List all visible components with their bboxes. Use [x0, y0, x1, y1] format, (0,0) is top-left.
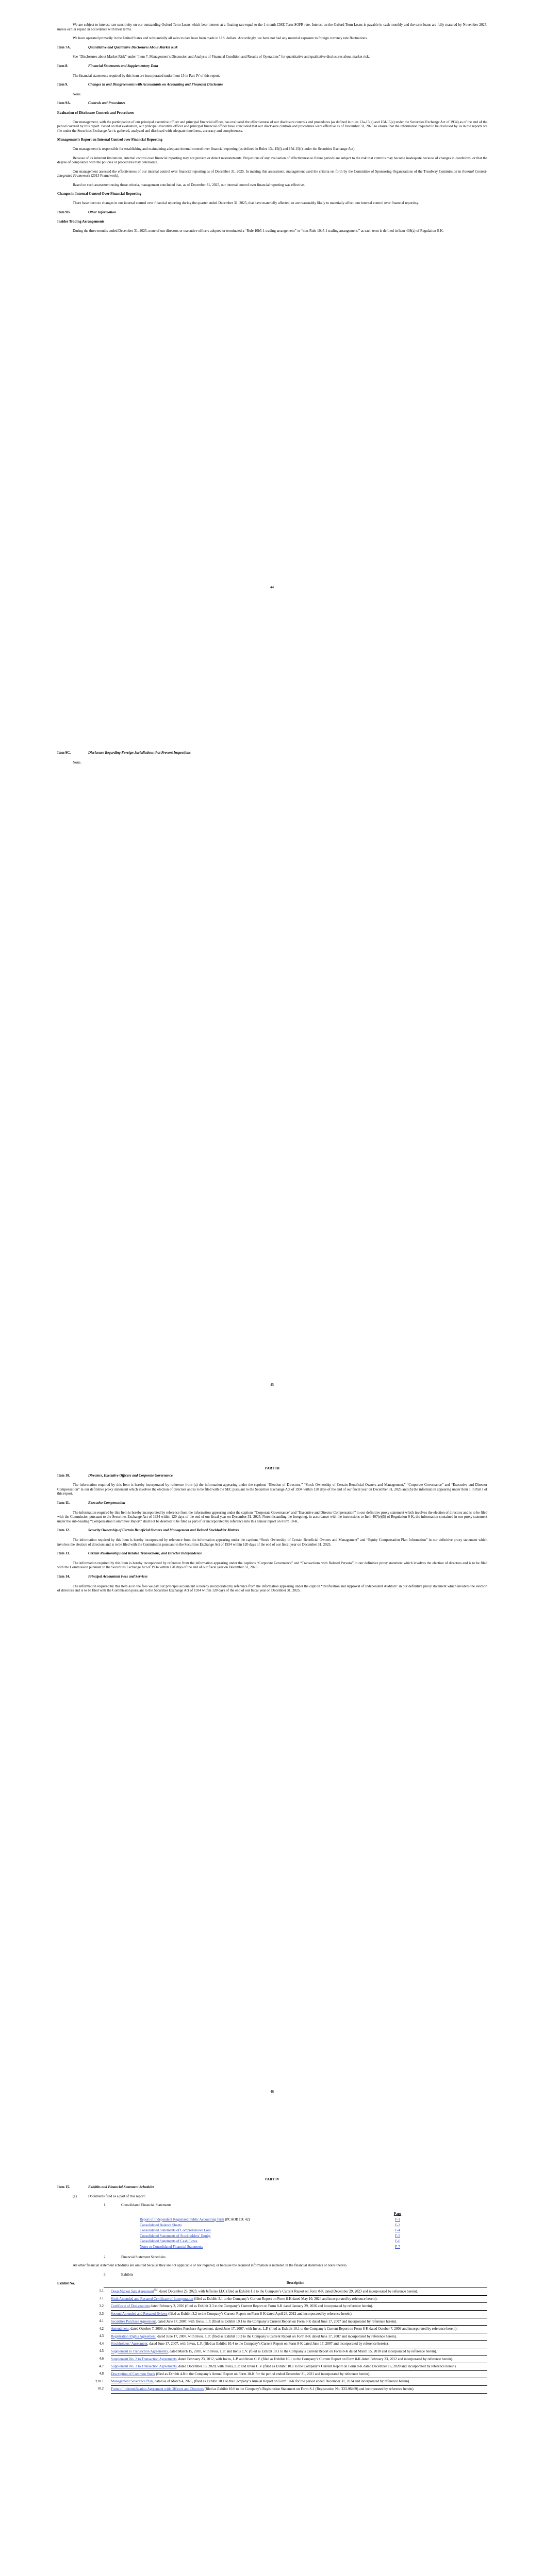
exhibit-description — [111, 2378, 487, 2386]
exhibit-number: 4.7 — [99, 2364, 104, 2368]
item-12-heading: Item 12. Security Ownership of Certain Beneficial Owners and Management and Related Stockholder Matters — [57, 1528, 239, 1533]
exhibit-detail: , dated October 7, 2009, to Securities Purchase Agreement, dated June 17, 2007, with Invus, L.P. (filed as Exhibit 10.1 to the Company’s Current Report on Form 8-K dated October 7, 2009 and incorporated by reference herein). — [128, 2327, 458, 2331]
table-row — [140, 2228, 408, 2233]
exhibit-link[interactable]: Certificate of Designations — [111, 2304, 150, 2309]
table-row — [140, 2233, 408, 2239]
exhibit-detail: , dated December 29, 2023, with Jefferies LLC (filed as Exhibit 1.1 to the Company’s Current Report on Form 8-K dated December 29, 2023 and incorporated by reference herein). — [157, 2289, 418, 2294]
item-8-heading: Item 8. Financial Statements and Supplementary Data — [57, 63, 158, 68]
exhibit-link[interactable]: Registration Rights Agreement — [111, 2334, 156, 2338]
exhibit-link[interactable]: Amendment — [111, 2327, 129, 2331]
financial-statements-line: 1. Consolidated Financial Statements — [104, 2202, 172, 2207]
exhibit-link[interactable]: Form of Indemnification Agreement with Officers and Directors — [111, 2386, 204, 2391]
page-47-content — [57, 2177, 487, 2394]
description-header: Description — [104, 2281, 487, 2287]
fs-page-link[interactable]: F-1 — [395, 2217, 400, 2222]
item-9-heading: Item 9. Changes in and Disagreements with Accountants on Accounting and Financial Disclosure — [57, 82, 223, 87]
table-row — [57, 2295, 487, 2303]
fs-page-link[interactable]: F-6 — [395, 2239, 400, 2244]
exhibit-description — [111, 2363, 487, 2371]
exhibit-detail: , dated as of March 4, 2025, (filed as Exhibit 10.1 to the Company’s Annual Report on Form 10-K for the period ended December 31, 2024 and incorporated by reference herein). — [153, 2379, 410, 2384]
exhibit-number: 3.3 — [99, 2311, 104, 2316]
exhibit-detail: dated February 2, 2026 (filed as Exhibit 3.3 to the Company’s Current Report on Form 8-K dated January 29, 2026 and incorporated by reference herein). — [150, 2304, 373, 2309]
fs-link-auditor-report[interactable]: Report of Independent Registered Public Accounting Firm — [140, 2217, 224, 2222]
table-row: Report of Independent Registered Public Accounting Firm (PCAOB ID: 42) F-1 — [140, 2217, 400, 2222]
exhibit-number: 4.6 — [99, 2357, 104, 2361]
exhibit-link[interactable]: Description of Common Stock — [111, 2371, 155, 2376]
interest-rate-paragraph: We are subject to interest rate sensitivity on our outstanding Oxford Term Loans which bear interest at a floating rate equal to the 1-month CME Term SOFR rate. Interest on the Oxford Term Loans is payable in cash monthly and the term loans are fully matured by November 2027, unless earlier repaid in accordance with their terms. — [57, 23, 487, 31]
page-44-content — [57, 23, 487, 238]
management-report-heading: Management’s Report on Internal Control over Financial Reporting — [57, 138, 162, 142]
exhibit-number: 3.1 — [99, 2296, 104, 2301]
fs-link-notes[interactable]: Notes to Consolidated Financial Statements — [140, 2244, 203, 2249]
exhibit-detail: , dated February 23, 2012, with Invus, L.P. and Invus C.V. (filed as Exhibit 10.1 to the Company’s Current Report on Form 8-K dated February 23, 2012 and incorporated by reference herein). — [176, 2357, 453, 2361]
table-row — [140, 2223, 408, 2228]
exhibit-detail: (filed as Exhibit 10.6 to the Company’s Registration Statement on Form S-1 (Registration No. 333-96469) and incorporated by reference herein). — [204, 2386, 415, 2391]
exhibit-number: 3.2 — [99, 2303, 104, 2308]
fs-page-link[interactable]: F-5 — [395, 2233, 400, 2238]
exhibit-number: 4.1 — [99, 2319, 104, 2324]
table-row — [57, 2333, 487, 2341]
exhibit-number: 10.2 — [97, 2386, 104, 2391]
part-iii-heading: PART III — [265, 1466, 280, 1470]
management-report-body-4: Based on such assessment using those criteria, management concluded that, as of December 31, 2025, our internal control over financial reporting was effective. — [73, 182, 305, 187]
fs-page-link[interactable]: F-3 — [395, 2223, 400, 2227]
fs-link-comprehensive-loss[interactable]: Consolidated Statements of Comprehensive Loss — [140, 2228, 211, 2233]
exhibit-detail: (filed as Exhibit 3.1 to the Company’s Current Report on Form 8-K dated May 10, 2024 and incorporated by reference herein). — [193, 2296, 378, 2301]
item-9b-heading: Item 9B. Other Information — [57, 210, 116, 214]
exhibit-number: 4.8 — [99, 2371, 104, 2376]
table-row — [140, 2244, 408, 2250]
page-45-content — [57, 751, 487, 769]
page-number: 44 — [270, 585, 274, 589]
table-row — [57, 2378, 487, 2386]
exhibit-number: †10.1 — [95, 2379, 104, 2383]
service-mark: SM — [154, 2289, 158, 2292]
exhibit-number: 4.5 — [99, 2349, 104, 2353]
insider-trading-body: During the three months ended December 31, 2025, none of our directors or executive officers adopted or terminated a “Rule 10b5-1 trading arrangement” or “non-Rule 10b5-1 trading arrangement,” as each term is defined in Item 408(a) of Regulation S-K. — [73, 228, 444, 233]
schedules-body: All other financial statement schedules are omitted because they are not applicable or not required, or because the required information is included in the financial statements or notes thereto. — [73, 2263, 348, 2268]
item-14-heading: Item 14. Principal Accountant Fees and Services — [57, 1574, 148, 1579]
item-11-heading: Item 11. Executive Compensation — [57, 1500, 125, 1505]
fs-link-cash-flows[interactable]: Consolidated Statements of Cash Flows — [140, 2239, 197, 2244]
changes-body: There have been no changes in our internal control over financial reporting during the quarter ended December 31, 2025, that have materially affected, or are reasonably likely to materially affect, our internal control over financial reporting. — [73, 201, 419, 206]
exhibits-line: 3. Exhibits — [104, 2272, 134, 2277]
exhibit-description — [111, 2385, 487, 2393]
exhibit-link[interactable]: Sixth Amended and Restated Certificate of Incorporation — [111, 2296, 193, 2301]
item-15-heading: Item 15. Exhibits and Financial Statement Schedules — [57, 2184, 155, 2189]
table-row — [57, 2341, 487, 2348]
exhibit-link[interactable]: Open Market Sale Agreement — [111, 2289, 154, 2294]
item-10-body: The information required by this Item is hereby incorporated by reference from (a) the information appearing under the captions “Election of Directors,” “Stock Ownership of Certain Beneficial Owners and Management,” “Corporate Governance” and “Executive and Director Compensation” in our definitive proxy statement which involves the election of directors and is to be filed with the SEC pursuant to the Securities Exchange Act of 1934 within 120 days of the end of our fiscal year on December 31, 2025 and (b) the information appearing under Item 1 in Part I of this report. — [57, 1483, 487, 1496]
table-row — [57, 2370, 487, 2378]
exhibit-no-header: Exhibit No. — [57, 2281, 75, 2285]
item-13-heading: Item 13. Certain Relationships and Related Transactions, and Director Independence — [57, 1551, 202, 1556]
table-row — [57, 2318, 487, 2326]
exhibit-description — [111, 2318, 487, 2326]
page-column-header: Page — [393, 2212, 402, 2216]
exhibit-number: 4.2 — [99, 2326, 104, 2331]
financial-statements-index — [140, 2211, 408, 2249]
table-row — [57, 2311, 487, 2318]
exhibit-index-table — [57, 2281, 487, 2287]
item-13-body: The information required by this Item is hereby incorporated by reference from the information appearing under the captions “Corporate Governance” and “Transactions with Related Persons” in our definitive proxy statement which involves the election of directors and is to be filed with the Commission pursuant to the Securities Exchange Act of 1934 within 120 days of the end of our fiscal year on December 31, 2025. — [57, 1561, 487, 1570]
exhibit-number: 1.1 — [99, 2288, 104, 2293]
item-9-body: None. — [73, 92, 81, 96]
exhibit-number: 4.4 — [99, 2341, 104, 2346]
item-11-body: The information required by this Item is hereby incorporated by reference from the information appearing under the captions “Corporate Governance” and “Executive and Director Compensation” in our definitive proxy statement which involves the election of directors and is to be filed with the Commission pursuant to the Securities Exchange Act of 1934 within 120 days of the end of our fiscal year on December 31, 2025. Notwithstanding the foregoing, in accordance with the instructions to Item 407(e)(5) of Regulation S-K, the information contained in our proxy statement under the sub-heading “Compensation Committee Report” shall not be deemed to be filed as part of or incorporated by reference into this annual report on Form 10-K. — [57, 1510, 487, 1523]
exhibit-description — [111, 2311, 487, 2318]
table-row — [57, 2303, 487, 2311]
exhibit-description — [111, 2303, 487, 2311]
schedules-line: 2. Financial Statement Schedules — [104, 2255, 166, 2259]
item-8-body: The financial statements required by this item are incorporated under Item 15 in Part IV of this report. — [73, 73, 220, 78]
exhibit-description — [111, 2287, 487, 2295]
page-number: 45 — [270, 1383, 274, 1387]
management-report-body-1: Our management is responsible for establishing and maintaining adequate internal control over financial reporting (as defined in Rules 13a-15(f) and 15d-15(f) under the Securities Exchange Act). — [73, 146, 356, 151]
item-7a-body: See “Disclosures about Market Risk” under “Item 7. Management’s Discussion and Analysis of Financial Condition and Results of Operations” for quantitative and qualitative disclosures about market risk. — [73, 55, 370, 59]
exhibit-rows — [57, 2287, 487, 2394]
exhibit-link[interactable]: Supplement to Transaction Agreements — [111, 2349, 168, 2353]
exhibit-description — [111, 2355, 487, 2363]
exhibit-link[interactable]: Securities Purchase Agreement — [111, 2319, 156, 2324]
exhibit-link[interactable]: Second Amended and Restated Bylaws — [111, 2312, 168, 2316]
item-9c-body: None. — [73, 760, 81, 765]
item-7a-heading: Item 7A. Quantitative and Qualitative Disclosures About Market Risk — [57, 45, 178, 49]
exhibit-detail: , dated June 17, 2007, with Invus, L.P. (filed as Exhibit 10.3 to the Company’s Current Report on Form 8-K dated June 17, 2007 and incorporated by reference herein). — [155, 2334, 397, 2338]
item-12-body: The information required by this Item is hereby incorporated by reference from the information appearing under the captions “Stock Ownership of Certain Beneficial Owners and Management” and “Equity Compensation Plan Information” in our definitive proxy statement which involves the election of directors and is to be filed with the Commission pursuant to the Securities Exchange Act of 1934 within 120 days of the end of our fiscal year on December 31, 2025. — [57, 1537, 487, 1547]
exhibit-detail: (filed as Exhibit 4.8 to the Company’s Annual Report on Form 10-K for the period ended December 31, 2021 and incorporated by reference herein). — [155, 2371, 370, 2376]
fs-page-link[interactable]: F-7 — [395, 2244, 400, 2249]
management-report-body-2: Because of its inherent limitations, internal control over financial reporting may not prevent or detect misstatements. Projections of any evaluation of effectiveness to future periods are subject to the risk that controls may become inadequate because of changes in conditions, or that the degree of compliance with the policies or procedures may deteriorate. — [57, 156, 487, 165]
table-row — [57, 2287, 487, 2295]
exhibit-link[interactable]: Stockholders’ Agreement — [111, 2342, 147, 2346]
exhibit-description — [111, 2348, 487, 2355]
exhibit-detail: , dated June 17, 2007, with Invus, L.P. (filed as Exhibit 10.4 to the Company’s Current Report on Form 8-K dated June 17, 2007 and incorporated by reference herein). — [147, 2342, 389, 2346]
fs-page-link[interactable]: F-4 — [395, 2228, 400, 2233]
documents-filed-line: (a) Documents filed as a part of this report: — [73, 2194, 146, 2199]
insider-trading-heading: Insider Trading Arrangements — [57, 219, 105, 224]
item-14-body: The information required by this Item as to the fees we pay our principal accountant is hereby incorporated by reference from the information appearing under the caption “Ratification and Approval of Independent Auditors” in our definitive proxy statement which involves the election of directors and is to be filed with the Commission pursuant to the Securities Exchange Act of 1934 within 120 days of the end of our fiscal year on December 31, 2025. — [57, 1584, 487, 1593]
foreign-operations-paragraph: We have operated primarily in the United States and substantially all sales to date have been made in U.S. dollars. Accordingly, we have not had any material exposure to foreign currency rate fluctuations. — [73, 36, 368, 41]
fs-link-stockholders-equity[interactable]: Consolidated Statements of Stockholders’ Equity — [140, 2233, 211, 2238]
exhibit-description — [111, 2341, 487, 2348]
changes-heading: Changes in Internal Control Over Financial Reporting — [57, 192, 142, 196]
table-row — [140, 2239, 408, 2244]
page-number: 46 — [270, 2090, 274, 2094]
item-9c-heading: Item 9C. Disclosure Regarding Foreign Jurisdictions that Prevent Inspections — [57, 751, 191, 755]
exhibit-detail: , dated March 15, 2010, with Invus, L.P. and Invus C.V. (filed as Exhibit 10.1 to the Company’s Current Report on Form 8-K dated March 15, 2010 and incorporated by reference herein). — [168, 2349, 437, 2353]
exhibit-link[interactable]: Supplement No. 3 to Transaction Agreements — [111, 2364, 177, 2369]
page-46-content — [57, 1466, 487, 1598]
exhibit-detail: , dated December 16, 2020, with Invus, L.P. and Invus C.V. (filed as Exhibit 10.1 to the Company’s Current Report on Form 8-K dated December 16, 2020 and incorporated by reference herein). — [176, 2364, 457, 2369]
item-9a-heading: Item 9A. Controls and Procedures — [57, 101, 125, 106]
exhibit-description — [111, 2370, 487, 2378]
exhibit-link[interactable]: Management Severance Plan — [111, 2379, 153, 2384]
table-row — [57, 2326, 487, 2333]
table-row — [57, 2385, 487, 2393]
table-row — [57, 2348, 487, 2355]
evaluation-heading: Evaluation of Disclosure Controls and Procedures — [57, 110, 135, 115]
exhibit-description — [111, 2333, 487, 2341]
exhibit-number: 4.3 — [99, 2334, 104, 2338]
management-report-body-3: Our management assessed the effectiveness of our internal control over financial reporting as of December 31, 2025. In making this assessment, management used the criteria set forth by the Committee of Sponsoring Organizations of the Treadway Commission in Internal Control-Integrated Framework (2013 Framework). — [57, 169, 488, 178]
exhibit-description — [111, 2326, 487, 2333]
part-iv-heading: PART IV — [265, 2177, 279, 2181]
table-row — [57, 2363, 487, 2371]
exhibit-detail: (filed as Exhibit 3.2 to the Company’s Current Report on Form 8-K dated April 26, 2012 and incorporated by reference herein). — [167, 2312, 353, 2316]
exhibit-link[interactable]: Supplement No. 2 to Transaction Agreements — [111, 2357, 177, 2361]
item-10-heading: Item 10. Directors, Executive Officers and Corporate Governance — [57, 1473, 173, 1478]
fs-link-balance-sheets[interactable]: Consolidated Balance Sheets — [140, 2223, 182, 2227]
evaluation-body: Our management, with the participation of our principal executive officer and principal financial officer, has evaluated the effectiveness of our disclosure controls and procedures (as defined in rules 13a-15(e) and 15d-15(e) under the Securities Exchange Act of 1934) as of the end of the period covered by this report. Based on that evaluation, our principal executive officer and principal financial officer have concluded that our disclosure controls and procedures were effective as of December 31, 2025 to ensure that the information required to be disclosed by us in the reports we file under the Securities Exchange Act is gathered, analyzed and disclosed with adequate timeliness, accuracy and completeness. — [57, 120, 487, 133]
table-row — [57, 2355, 487, 2363]
exhibit-description — [111, 2295, 487, 2303]
exhibit-detail: , dated June 17, 2007, with Invus, L.P. (filed as Exhibit 10.1 to the Company’s Current Report on Form 8-K dated June 17, 2007 and incorporated by reference herein). — [156, 2319, 398, 2324]
